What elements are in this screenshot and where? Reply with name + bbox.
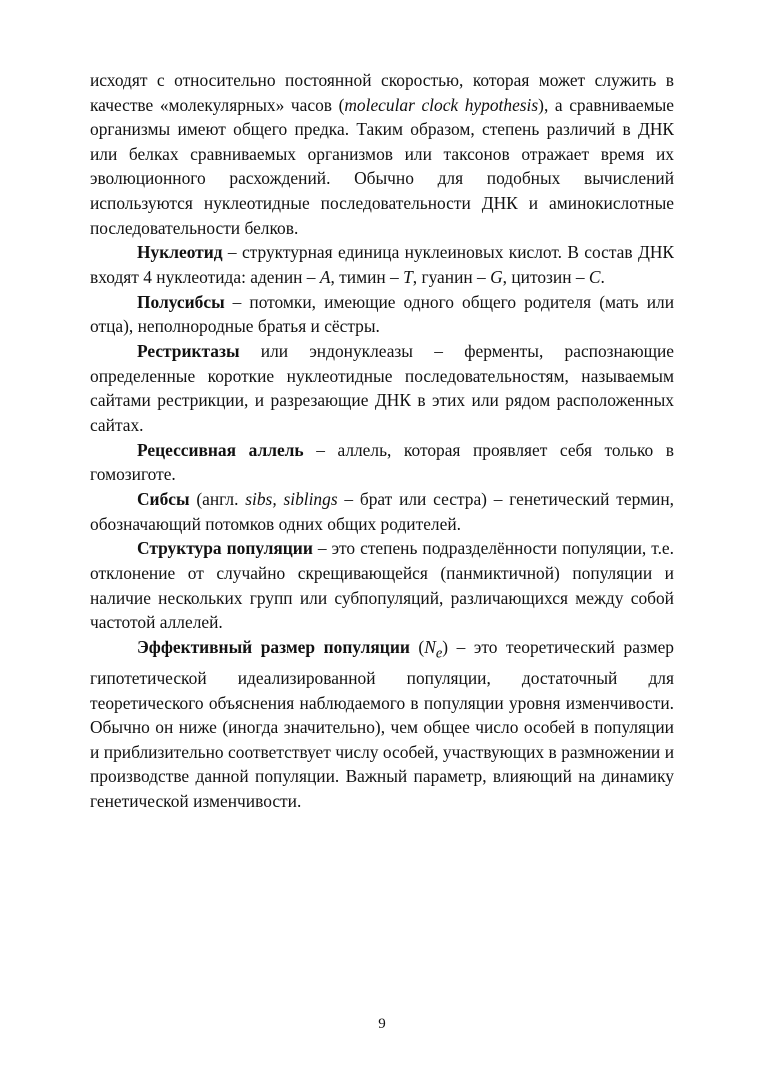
symbol-guanine: G (490, 266, 503, 287)
definition-text: , цитозин – (502, 266, 589, 287)
intro-text-2: ), а сравниваемые организмы имеют общего предка. Таким образом, степень различий в ДНК или белках сравниваемых организмов или таксонов отражает время их эволюционного расхождений. Обычно для подобных вычислений используются нуклеотидные последовательности ДНК и аминокислотные последовательности белков. (90, 94, 674, 238)
term-halfsibs: Полусибсы (137, 291, 225, 312)
page-number: 9 (378, 1016, 386, 1032)
definition-text: . (600, 266, 605, 287)
definition-nucleotide (90, 240, 674, 289)
symbol-cytosine: C (588, 266, 601, 287)
definition-text: – потомки, имеющие одного общего родителя (мать или отца), неполнородные братья и сёстры. (90, 291, 674, 337)
definition-population-structure (90, 536, 674, 634)
symbol-adenine: A (319, 266, 331, 287)
definition-restrictases (90, 339, 674, 437)
definition-text: или эндонуклеазы – ферменты, распознающие определенные короткие нуклеотидные последовательностям, называемым сайтами рестрикции, и разрезающие ДНК в этих или рядом расположенных сайтах. (90, 341, 674, 435)
symbol-ne: N (424, 636, 436, 657)
definition-halfsibs (90, 290, 674, 339)
definition-text: , гуанин – (412, 266, 491, 287)
intro-italic-term: molecular clock hypothesis (344, 94, 539, 115)
term-effective-population-size: Эффективный размер популяции (137, 636, 410, 657)
definition-text: – аллель, которая проявляет себя только в гомозиготе. (90, 439, 674, 485)
definition-text: (англ. (189, 489, 246, 510)
definition-sibs (90, 487, 674, 536)
symbol-ne-subscript: e (435, 645, 443, 662)
definition-text: – брат или сестра) – генетический термин, обозначающий потомков одних общих родителей. (90, 489, 674, 534)
term-restrictases: Рестриктазы (137, 341, 240, 362)
document-body (90, 68, 674, 814)
definition-effective-population-size (90, 635, 674, 814)
term-population-structure: Структура популяции (137, 538, 313, 559)
definition-text: – это степень подразделённости популяции, т.е. отклонение от случайно скрещивающейся (панмиктичной) популяции и наличие нескольких групп или субпопуляций, различающихся между собой частотой аллелей. (90, 538, 674, 633)
symbol-thymine: T (403, 266, 413, 287)
intro-text-1: исходят с относительно постоянной скоростью, которая может служить в качестве «молекулярных» часов ( (90, 70, 674, 115)
term-recessive-allele: Рецессивная аллель (137, 439, 304, 460)
definition-text: – структурная единица нуклеиновых кислот. В состав ДНК входят 4 нуклеотида: аденин – (90, 242, 674, 287)
definition-text: ( (409, 636, 425, 657)
definition-text: , тимин – (330, 266, 404, 287)
definition-text: ) – это теоретический размер гипотетической идеализированной популяции, достаточный для теоретического объяснения наблюдаемого в популяции уровня изменчивости. Обычно он ниже (иногда значительно), чем общее число особей в популяции и приблизительно соответствует числу особей, участвующих в размножении и производстве данной популяции. Важный параметр, влияющий на динамику генетической изменчивости. (90, 636, 674, 811)
intro-paragraph (90, 68, 674, 240)
term-sibs: Сибсы (137, 489, 190, 510)
term-nucleotide: Нуклеотид (137, 242, 223, 263)
sibs-english-terms: sibs, siblings (245, 489, 338, 510)
definition-recessive-allele (90, 438, 674, 487)
